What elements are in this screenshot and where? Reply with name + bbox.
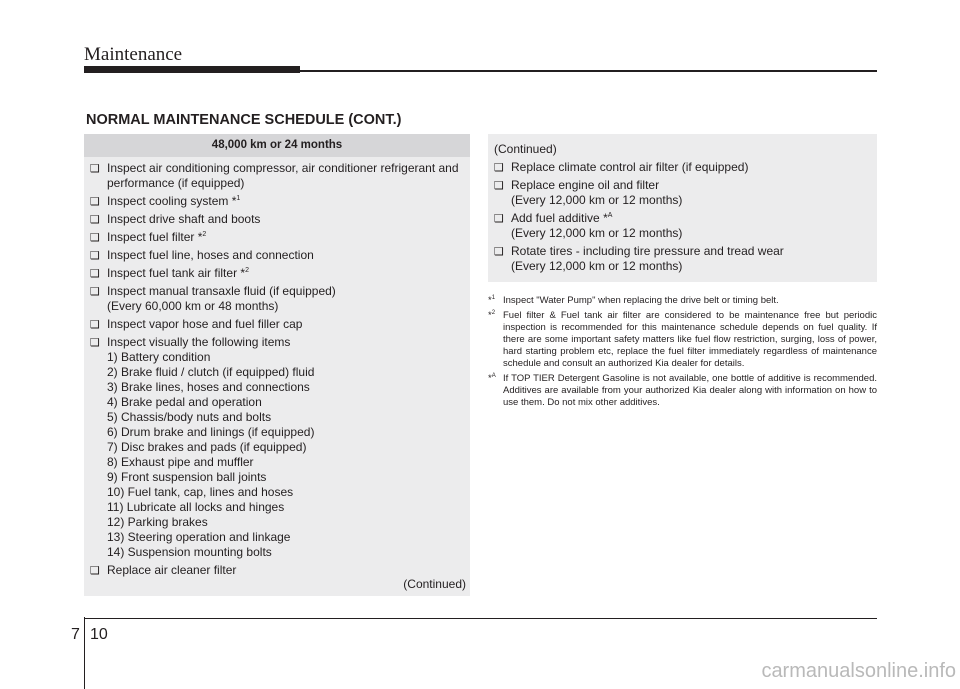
- item-label: Inspect manual transaxle fluid (if equipped): [107, 284, 336, 298]
- footnote-marker: 1: [236, 195, 241, 202]
- checkbox-icon: ❑: [90, 162, 100, 175]
- footnote-marker: 2: [245, 267, 249, 274]
- page-number: 10: [90, 626, 108, 643]
- checkbox-icon: ❑: [494, 161, 504, 174]
- item-text: [107, 284, 336, 299]
- item-text: [107, 563, 236, 578]
- checkbox-icon: ❑: [494, 245, 504, 258]
- footer-rule: [84, 618, 877, 619]
- footnote-number: 1: [491, 294, 496, 301]
- item-detail: 2) Brake fluid / clutch (if equipped) fluid: [107, 365, 315, 379]
- checkbox-icon: ❑: [90, 336, 100, 349]
- checkbox-icon: ❑: [90, 285, 100, 298]
- checklist-item: [494, 244, 871, 274]
- checklist-item: [90, 317, 464, 332]
- item-text: [107, 230, 206, 245]
- item-label: Inspect fuel filter *: [107, 230, 203, 244]
- item-label: Inspect fuel line, hoses and connection: [107, 248, 314, 262]
- item-text: [511, 178, 659, 193]
- item-detail: 8) Exhaust pipe and muffler: [107, 455, 254, 469]
- footnote-text: Fuel filter & Fuel tank air filter are considered to be maintenance free but periodic inspection is recommended for this maintenance schedule depends on fuel quality. If there are some important safety matters like fuel flow restriction, surging, loss of power, hard starting problem etc, replace the fuel filter immediately regardless of maintenance schedule and consult an authorized Kia dealer for details.: [503, 310, 877, 369]
- checklist-row: [90, 266, 464, 281]
- item-detail: performance (if equipped): [107, 176, 245, 190]
- item-detail: 6) Drum brake and linings (if equipped): [107, 425, 315, 439]
- checklist-item: [90, 161, 464, 191]
- item-label: Inspect vapor hose and fuel filler cap: [107, 317, 303, 331]
- item-label: Inspect visually the following items: [107, 335, 291, 349]
- item-detail: 7) Disc brakes and pads (if equipped): [107, 440, 307, 454]
- checklist-row: [90, 563, 464, 578]
- footnote-mark: [488, 373, 503, 409]
- checkbox-icon: ❑: [494, 179, 504, 192]
- checkbox-icon: ❑: [90, 195, 100, 208]
- footnote: [488, 310, 877, 370]
- checklist-item: [90, 266, 464, 281]
- watermark: carmanualsonline.info: [761, 660, 956, 682]
- footnote-asterisk: *: [488, 310, 492, 321]
- item-detail: 14) Suspension mounting bolts: [107, 545, 272, 559]
- item-detail: 5) Chassis/body nuts and bolts: [107, 410, 272, 424]
- checkbox-icon: ❑: [90, 267, 100, 280]
- footnote-asterisk: *: [488, 295, 492, 306]
- checklist-row: [90, 212, 464, 227]
- item-label: Add fuel additive *: [511, 211, 608, 225]
- checkbox-icon: ❑: [90, 564, 100, 577]
- item-detail: 11) Lubricate all locks and hinges: [107, 500, 285, 514]
- checklist-item: [494, 160, 871, 175]
- left-item-list: [84, 157, 470, 578]
- footnote-asterisk: *: [488, 373, 492, 384]
- item-detail: (Every 12,000 km or 12 months): [511, 226, 683, 240]
- item-detail: 4) Brake pedal and operation: [107, 395, 262, 409]
- right-item-list: [488, 160, 877, 274]
- item-label: Inspect air conditioning compressor, air conditioner refrigerant and: [107, 161, 459, 175]
- item-label: Inspect drive shaft and boots: [107, 212, 261, 226]
- checklist-item: [90, 335, 464, 560]
- footnote-number: 2: [491, 309, 496, 316]
- checklist-item: [494, 178, 871, 208]
- item-label: Inspect fuel tank air filter *: [107, 266, 246, 280]
- chapter-number: 7: [71, 626, 80, 643]
- header-bar-thick: [84, 66, 300, 73]
- item-detail: 13) Steering operation and linkage: [107, 530, 291, 544]
- checklist-row: [90, 317, 464, 332]
- item-text: [511, 211, 612, 226]
- left-schedule-panel: [84, 134, 470, 596]
- checklist-row: [90, 284, 464, 299]
- footnote-marker: 2: [202, 231, 207, 238]
- item-text: [107, 194, 240, 209]
- item-text: [107, 212, 260, 227]
- footnote-mark: [488, 310, 503, 370]
- checklist-row: [494, 160, 871, 175]
- footnote-mark: [488, 295, 503, 307]
- continued-label: (Continued): [403, 577, 466, 591]
- checklist-row: [494, 211, 871, 226]
- checkbox-icon: ❑: [90, 231, 100, 244]
- right-schedule-panel: [488, 134, 877, 282]
- checkbox-icon: ❑: [90, 318, 100, 331]
- item-detail: 9) Front suspension ball joints: [107, 470, 267, 484]
- item-text: [511, 244, 784, 259]
- checkbox-icon: ❑: [90, 213, 100, 226]
- checklist-row: [494, 178, 871, 193]
- checklist-item: [90, 194, 464, 209]
- checklist-item: [90, 248, 464, 263]
- item-text: [107, 335, 290, 350]
- item-detail: (Every 12,000 km or 12 months): [511, 259, 683, 273]
- interval-heading: 48,000 km or 24 months: [84, 134, 470, 157]
- footnote: [488, 373, 877, 409]
- checklist-row: [90, 335, 464, 350]
- checklist-item: [494, 211, 871, 241]
- checklist-row: [494, 244, 871, 259]
- item-text: [107, 317, 302, 332]
- item-text: [107, 161, 459, 176]
- item-detail: (Every 12,000 km or 12 months): [511, 193, 683, 207]
- checklist-item: [90, 212, 464, 227]
- item-label: Inspect cooling system *: [107, 194, 237, 208]
- checkbox-icon: ❑: [494, 212, 504, 225]
- checklist-row: [90, 248, 464, 263]
- item-text: [107, 248, 314, 263]
- page-header-title: Maintenance: [84, 44, 183, 65]
- footnotes: [488, 295, 877, 412]
- item-label: Replace engine oil and filter: [511, 178, 660, 192]
- header-rule: [300, 70, 877, 72]
- checkbox-icon: ❑: [90, 249, 100, 262]
- checklist-row: [90, 161, 464, 176]
- checklist-item: [90, 284, 464, 314]
- item-text: [107, 266, 249, 281]
- item-detail: 1) Battery condition: [107, 350, 211, 364]
- item-label: Replace climate control air filter (if equipped): [511, 160, 749, 174]
- item-detail: 3) Brake lines, hoses and connections: [107, 380, 310, 394]
- footnote-text: If TOP TIER Detergent Gasoline is not available, one bottle of additive is recommended. Additives are available from your authorized Kia dealer along with information on how to use them. Do not mix other additives.: [503, 373, 877, 408]
- checklist-row: [90, 194, 464, 209]
- checklist-item: [90, 230, 464, 245]
- footer-divider: [84, 617, 85, 689]
- footnote-text: Inspect "Water Pump" when replacing the drive belt or timing belt.: [503, 295, 779, 306]
- footnote: [488, 295, 877, 307]
- item-detail: 12) Parking brakes: [107, 515, 208, 529]
- footnote-marker: A: [607, 212, 613, 219]
- item-text: [511, 160, 748, 175]
- footnote-number: A: [491, 372, 496, 379]
- continued-label: (Continued): [494, 142, 557, 156]
- section-title: NORMAL MAINTENANCE SCHEDULE (CONT.): [86, 112, 402, 128]
- checklist-item: [90, 563, 464, 578]
- checklist-row: [90, 230, 464, 245]
- item-detail: (Every 60,000 km or 48 months): [107, 299, 279, 313]
- item-label: Replace air cleaner filter: [107, 563, 237, 577]
- item-detail: 10) Fuel tank, cap, lines and hoses: [107, 485, 294, 499]
- item-label: Rotate tires - including tire pressure and tread wear: [511, 244, 784, 258]
